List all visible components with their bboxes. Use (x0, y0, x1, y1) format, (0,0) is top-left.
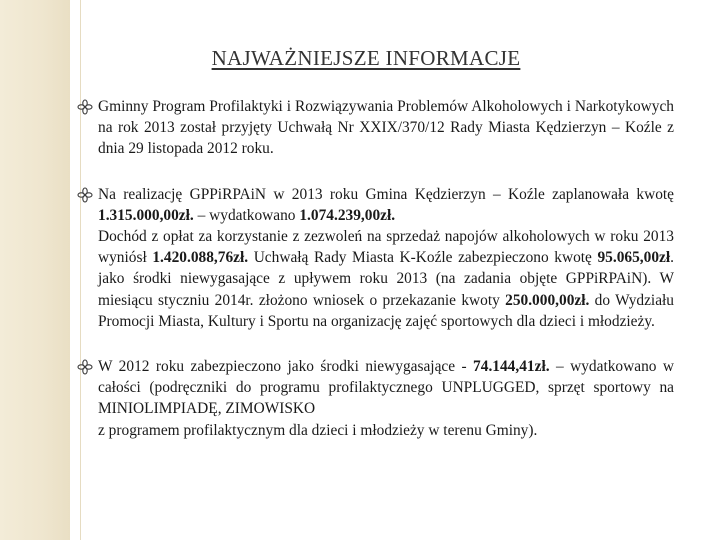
amount-2012: 74.144,41zł. (473, 358, 550, 376)
amount-spent: 1.074.239,00zł. (299, 206, 396, 224)
flower-bullet-icon (77, 184, 93, 205)
bullet-list (74, 96, 674, 465)
flower-bullet-icon (77, 96, 93, 117)
list-item (74, 356, 674, 441)
flower-bullet-icon (77, 356, 93, 377)
amount-planned: 1.315.000,00zł. (98, 206, 194, 224)
page-title-text: NAJWAŻNIEJSZE INFORMACJE (211, 46, 521, 70)
list-item (74, 184, 674, 332)
text-run: . jako środki niewygasające z upływem roku 2013 (na zadania objęte GPPiRPAiN). W miesiącu styczniu 2014r. złożono wniosek o przekazanie kwoty (98, 249, 674, 309)
amount-income: 1.420.088,76zł. (152, 249, 249, 267)
text-run: do Wydziału Promocji Miasta, Kultury i Sportu na organizację zajęć sportowych dla dzieci i młodzieży. (98, 291, 674, 330)
bullet-text (98, 184, 674, 226)
bullet-text (98, 356, 674, 420)
decorative-side-band (0, 0, 70, 540)
list-item (74, 96, 674, 160)
text-run: Uchwałą Rady Miasta K-Koźle zabezpieczono kwotę (248, 249, 598, 267)
bullet-text: Gminny Program Profilaktyki i Rozwiązywania Problemów Alkoholowych i Narkotykowych na rok 2013 został przyjęty Uchwałą Nr XXIX/370/12 Rady Miasta Kędzierzyn – Koźle z dnia 29 listopada 2012 roku. (98, 98, 674, 158)
amount-requested: 250.000,00zł. (505, 291, 590, 309)
page-title (0, 46, 720, 71)
text-run: – wydatkowano w całości (podręczniki do programu profilaktycznego UNPLUGGED, sprzęt sportowy na MINIOLIMPIADĘ, ZIMOWISKO (98, 358, 675, 418)
text-run: Dochód z opłat za korzystanie z zezwoleń na sprzedaż napojów alkoholowych w roku 2013 wyniósł (98, 228, 674, 267)
text-run: W 2012 roku zabezpieczono jako środki niewygasające - (98, 358, 474, 376)
bullet-text: z programem profilaktycznym dla dzieci i młodzieży w terenu Gminy). (98, 421, 538, 439)
text-run: – wydatkowano (193, 206, 300, 224)
bullet-text (98, 226, 674, 332)
text-run: Na realizację GPPiRPAiN w 2013 roku Gmina Kędzierzyn – Koźle zaplanowała kwotę (98, 185, 674, 203)
amount-secured: 95.065,00zł (597, 249, 671, 267)
